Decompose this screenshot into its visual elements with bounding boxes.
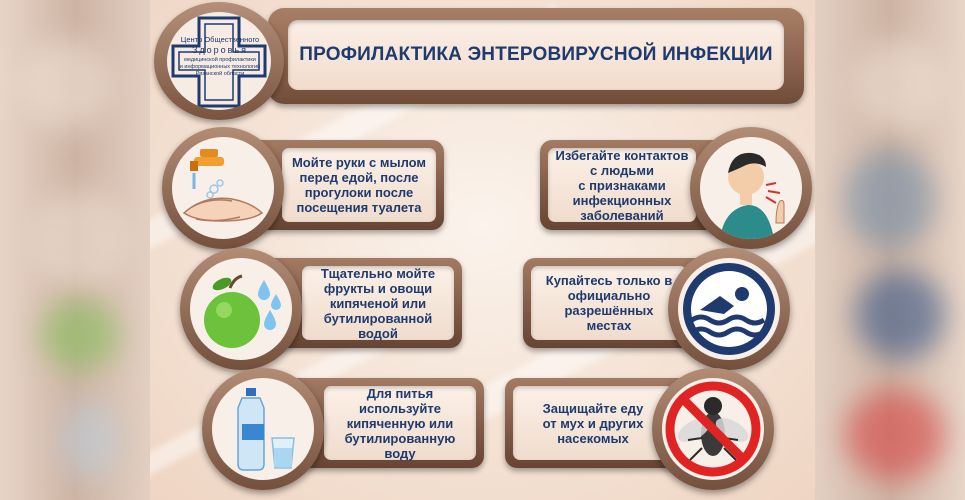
tip-disc-wash-fruits bbox=[180, 248, 302, 370]
tip-disc-swim-official bbox=[668, 248, 790, 370]
swimmer-icon bbox=[678, 258, 780, 360]
tip-text-wash-hands: Мойте руки с мылом перед едой, после прогулоки после посещения туалета bbox=[291, 155, 427, 215]
poster bbox=[150, 0, 815, 500]
logo-line-1: Центр Общественного bbox=[180, 35, 260, 44]
coughing-person-icon bbox=[700, 137, 802, 239]
right-blurred-margin bbox=[815, 0, 965, 500]
poster-title: ПРОФИЛАКТИКА ЭНТЕРОВИРУСНОЙ ИНФЕКЦИИ bbox=[299, 44, 773, 65]
logo bbox=[154, 2, 284, 120]
logo-line-2: Здоровья bbox=[191, 45, 249, 55]
tip-disc-protect-food bbox=[652, 368, 774, 490]
water-bottle-glass-icon bbox=[212, 378, 314, 480]
logo-line-3: медицинской профилактики bbox=[184, 57, 256, 63]
tip-text-wash-fruits: Тщательно мойте фрукты и овощи кипяченой или бутилированной водой bbox=[320, 265, 436, 341]
tip-disc-wash-hands bbox=[162, 127, 284, 249]
hand-washing-icon bbox=[172, 137, 274, 239]
tip-text-avoid-contacts: Избегайте контактов с людьми с признаками инфекционных заболеваний bbox=[555, 147, 689, 223]
apple-water-drops-icon bbox=[190, 258, 292, 360]
title-panel bbox=[288, 20, 784, 90]
tip-disc-avoid-contacts bbox=[690, 127, 812, 249]
tip-text-drink-water: Для питья используйте кипяченную или бутилированную воду bbox=[344, 385, 456, 461]
left-blurred-margin bbox=[0, 0, 150, 500]
logo-inner bbox=[167, 12, 271, 110]
no-flies-icon bbox=[662, 378, 764, 480]
logo-line-5: Рязанской области bbox=[195, 71, 245, 77]
tip-disc-drink-water bbox=[202, 368, 324, 490]
logo-line-4: и информационных технологий bbox=[179, 64, 261, 70]
tip-text-swim-official: Купайтесь только в официально разрешённых местах bbox=[545, 273, 673, 333]
tip-text-protect-food: Защищайте еду от мух и других насекомых bbox=[542, 400, 644, 446]
